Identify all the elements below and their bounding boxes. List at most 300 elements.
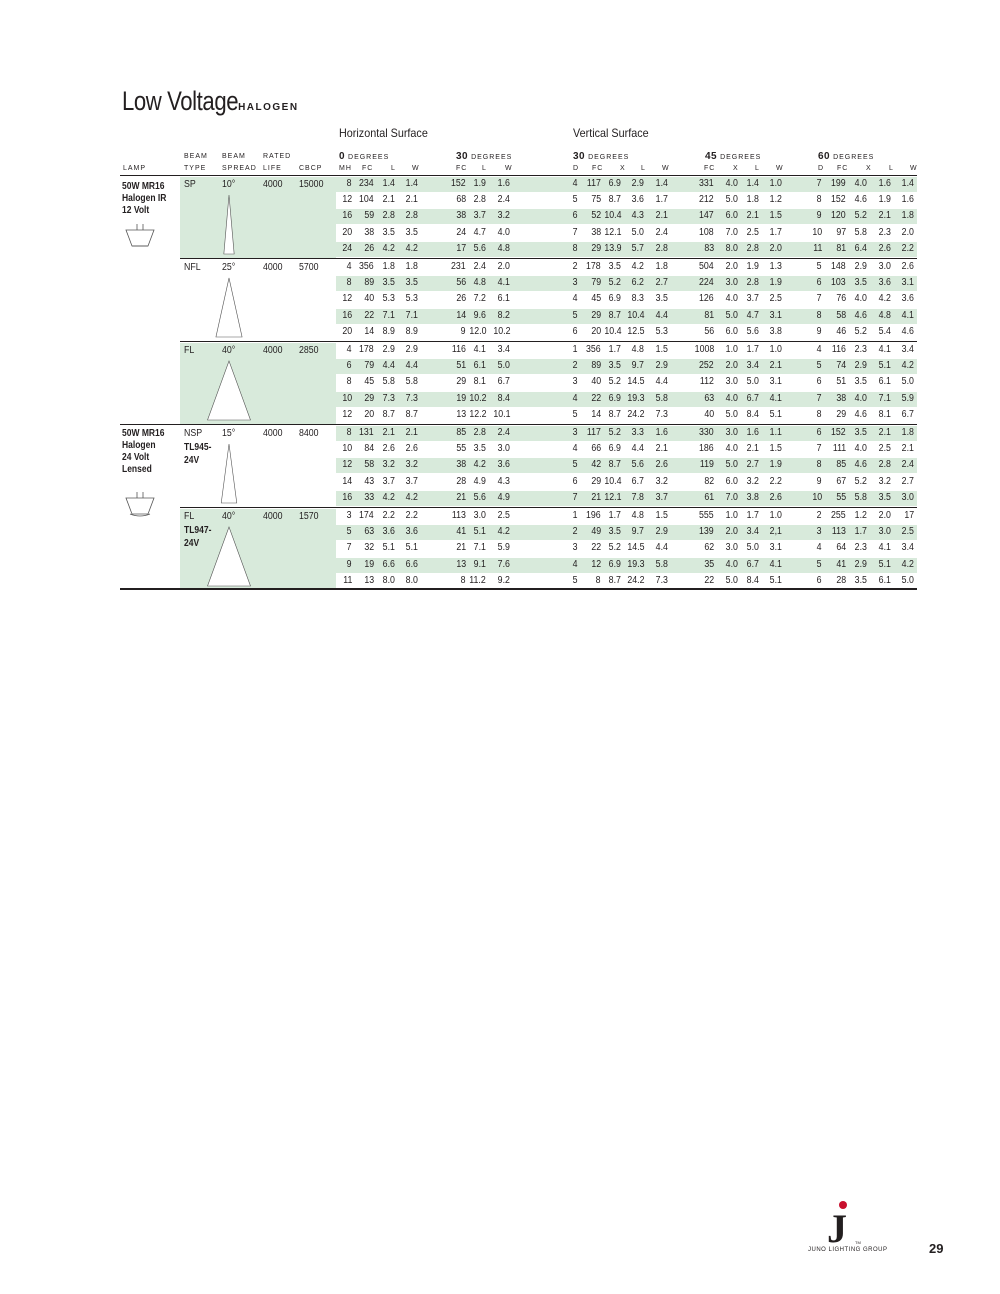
table-row: [336, 458, 917, 473]
table-cell: 9.7: [631, 526, 644, 538]
table-cell: 2: [573, 261, 578, 272]
table-cell: 3.0: [725, 277, 738, 289]
table-cell: 3.7: [473, 210, 486, 222]
group-separator: [180, 258, 917, 259]
logo-wordmark: JUNO LIGHTING GROUP: [808, 1247, 888, 1253]
group-separator: [180, 341, 917, 342]
table-cell: 231: [451, 261, 466, 272]
table-cell: 5.4: [878, 325, 891, 337]
table-cell: 7: [817, 178, 822, 189]
table-cell: 6: [573, 475, 578, 487]
rated-life: 4000: [263, 428, 283, 439]
table-cell: 3.5: [608, 261, 621, 272]
table-cell: 2.0: [769, 242, 782, 254]
table-cell: 5.1: [382, 542, 395, 554]
table-cell: 152: [451, 178, 466, 189]
table-cell: 5.6: [631, 459, 644, 471]
table-cell: 5.0: [631, 226, 644, 238]
table-cell: 7.1: [382, 309, 395, 321]
table-cell: 1.9: [473, 178, 486, 189]
table-cell: 2.1: [382, 194, 395, 206]
table-cell: 3.6: [497, 459, 510, 471]
table-cell: 1.0: [725, 344, 738, 355]
table-cell: 2.6: [382, 443, 395, 455]
lamp-2-name: [122, 428, 165, 476]
table-cell: 4.1: [769, 558, 782, 570]
table-cell: 8.4: [497, 392, 510, 404]
table-cell: 2.0: [497, 261, 510, 272]
table-cell: 116: [831, 344, 846, 355]
table-cell: 1.7: [746, 344, 759, 355]
table-cell: 83: [704, 242, 714, 254]
table-cell: 4.8: [473, 277, 486, 289]
table-cell: 3.0: [725, 427, 738, 438]
table-cell: 2.8: [878, 459, 891, 471]
table-cell: 3.5: [608, 526, 621, 538]
table-cell: 356: [586, 344, 601, 355]
table-cell: 4.1: [878, 542, 891, 554]
rated-life: 4000: [263, 262, 283, 273]
group-separator: [180, 507, 917, 508]
table-cell: 9: [817, 475, 822, 487]
table-cell: 5: [347, 526, 352, 538]
cbcp: 5700: [299, 262, 319, 273]
table-cell: 4.7: [746, 309, 759, 321]
table-cell: 46: [836, 325, 846, 337]
table-cell: 2.7: [746, 459, 759, 471]
table-cell: 38: [456, 210, 466, 222]
table-cell: 2.6: [655, 459, 668, 471]
table-cell: 2.2: [769, 475, 782, 487]
header-0-label: DEGREES: [348, 154, 390, 161]
table-cell: 3.1: [901, 277, 914, 289]
table-cell: 5.6: [473, 491, 486, 503]
table-cell: 2.1: [746, 210, 759, 222]
table-cell: 4.4: [655, 542, 668, 554]
table-cell: 3.6: [405, 526, 418, 538]
header-beam-1: BEAM: [184, 153, 208, 160]
table-cell: 2.1: [901, 443, 914, 455]
table-cell: 1.9: [769, 277, 782, 289]
table-cell: 56: [456, 277, 466, 289]
table-cell: 35: [704, 558, 714, 570]
table-cell: 103: [831, 277, 846, 289]
table-cell: 45: [591, 293, 601, 305]
table-cell: 5.2: [854, 210, 867, 222]
table-cell: 29: [591, 475, 601, 487]
table-cell: 1.6: [497, 178, 510, 189]
table-cell: 4.1: [497, 277, 510, 289]
table-cell: 24.2: [626, 574, 644, 586]
sub-header: W: [505, 165, 513, 172]
table-cell: 8: [347, 178, 352, 189]
table-cell: 3.0: [878, 261, 891, 272]
table-cell: 3: [817, 526, 822, 538]
group-separator: [120, 424, 917, 425]
table-cell: 4.9: [497, 491, 510, 503]
table-row: [336, 292, 917, 307]
table-cell: 2.0: [725, 261, 738, 272]
table-cell: 6.0: [725, 210, 738, 222]
table-cell: 7.3: [655, 574, 668, 586]
table-cell: 4.9: [473, 475, 486, 487]
table-cell: 178: [359, 344, 374, 355]
table-cell: 4.4: [382, 360, 395, 372]
table-cell: 3.2: [746, 475, 759, 487]
table-cell: 3.5: [382, 277, 395, 289]
table-cell: 1.8: [405, 261, 418, 272]
table-cell: 9: [817, 210, 822, 222]
table-cell: 1.8: [746, 194, 759, 206]
table-cell: 6.2: [631, 277, 644, 289]
table-row: [336, 242, 917, 257]
table-cell: 234: [359, 178, 374, 189]
table-cell: 4.1: [769, 392, 782, 404]
table-cell: 4.0: [854, 178, 867, 189]
header-60-label: DEGREES: [833, 154, 875, 161]
table-cell: 1.7: [655, 194, 668, 206]
table-cell: 75: [591, 194, 601, 206]
table-cell: 4: [347, 261, 352, 272]
table-cell: 5.2: [608, 376, 621, 388]
table-row: [336, 193, 917, 208]
table-cell: 12.1: [603, 226, 621, 238]
table-cell: 8.7: [382, 408, 395, 420]
table-cell: 6.9: [608, 293, 621, 305]
table-cell: 22: [704, 574, 714, 586]
table-cell: 5.0: [746, 376, 759, 388]
table-cell: 29: [364, 392, 374, 404]
table-row: [336, 375, 917, 390]
table-cell: 89: [591, 360, 601, 372]
lamp-2-line-2: Halogen: [122, 440, 156, 451]
lamp-2-line-4: Lensed: [122, 464, 152, 475]
table-cell: 14: [342, 475, 352, 487]
table-cell: 4.0: [497, 226, 510, 238]
title-main: Low Voltage: [122, 86, 239, 116]
table-cell: 5: [817, 261, 822, 272]
rated-life: 4000: [263, 511, 283, 522]
table-cell: 2.3: [878, 226, 891, 238]
table-cell: 4.2: [901, 558, 914, 570]
table-row: [336, 359, 917, 374]
table-cell: 4.0: [725, 443, 738, 455]
table-cell: 74: [836, 360, 846, 372]
sub-header: L: [641, 165, 646, 172]
table-cell: 9: [817, 325, 822, 337]
table-cell: 4.4: [655, 309, 668, 321]
table-cell: 3.5: [878, 491, 891, 503]
table-cell: 2.2: [382, 510, 395, 521]
table-cell: 8.0: [382, 574, 395, 586]
table-cell: 1008: [694, 344, 714, 355]
table-cell: 8.7: [405, 408, 418, 420]
table-cell: 117: [586, 427, 601, 438]
beam-cone-diagram: [199, 276, 259, 339]
table-cell: 3.5: [473, 443, 486, 455]
table-cell: 76: [836, 293, 846, 305]
table-cell: 61: [704, 491, 714, 503]
lamp-2-line-1: 50W MR16: [122, 428, 165, 439]
table-cell: 8: [817, 309, 822, 321]
table-cell: 5: [573, 459, 578, 471]
table-cell: 3.1: [769, 376, 782, 388]
table-cell: 113: [451, 510, 466, 521]
table-cell: 2.8: [405, 210, 418, 222]
table-cell: 29: [456, 376, 466, 388]
table-cell: 3.6: [901, 293, 914, 305]
header-30v-label: DEGREES: [588, 154, 630, 161]
table-cell: 33: [364, 491, 374, 503]
table-cell: 4.2: [382, 491, 395, 503]
table-cell: 5.3: [655, 325, 668, 337]
table-cell: 4.0: [725, 293, 738, 305]
catalog-number: TL947-: [184, 525, 212, 536]
table-cell: 1: [573, 510, 578, 521]
table-row: [336, 325, 917, 340]
table-cell: 5.0: [725, 574, 738, 586]
table-cell: 8.9: [382, 325, 395, 337]
table-cell: 3.0: [878, 526, 891, 538]
table-cell: 2: [573, 360, 578, 372]
sub-header: L: [482, 165, 487, 172]
table-cell: 8: [347, 427, 352, 438]
table-cell: 148: [831, 261, 846, 272]
table-cell: 356: [359, 261, 374, 272]
table-cell: 16: [342, 210, 352, 222]
table-cell: 3.1: [769, 309, 782, 321]
table-cell: 4.0: [725, 178, 738, 189]
table-cell: 2.0: [725, 526, 738, 538]
table-cell: 9: [461, 325, 466, 337]
sub-header: D: [818, 165, 825, 172]
table-cell: 38: [364, 226, 374, 238]
table-cell: 5.6: [473, 242, 486, 254]
table-cell: 2.9: [405, 344, 418, 355]
sub-header: X: [733, 165, 739, 172]
table-cell: 68: [456, 194, 466, 206]
table-cell: 8.7: [608, 194, 621, 206]
table-cell: 20: [364, 408, 374, 420]
table-row: [336, 276, 917, 291]
table-cell: 152: [831, 427, 846, 438]
table-cell: 5.1: [878, 558, 891, 570]
table-cell: 4: [347, 344, 352, 355]
header-45-num: 45: [705, 151, 718, 162]
sub-header: W: [412, 165, 420, 172]
table-cell: 5.8: [854, 491, 867, 503]
table-cell: 97: [836, 226, 846, 238]
table-cell: 2.2: [901, 242, 914, 254]
table-cell: 2.9: [655, 526, 668, 538]
table-cell: 2.6: [878, 242, 891, 254]
cbcp: 1570: [299, 511, 319, 522]
table-cell: 4.2: [631, 261, 644, 272]
header-cbcp: CBCP: [299, 165, 323, 172]
table-cell: 20: [342, 325, 352, 337]
header-60-num: 60: [818, 151, 831, 162]
table-cell: 108: [699, 226, 714, 238]
table-cell: 1.9: [769, 459, 782, 471]
table-cell: 1: [573, 344, 578, 355]
table-cell: 2.8: [655, 242, 668, 254]
table-cell: 2: [817, 510, 822, 521]
table-cell: 85: [836, 459, 846, 471]
table-cell: 1.9: [878, 194, 891, 206]
header-45-degrees: [705, 151, 761, 162]
table-cell: 2.1: [655, 443, 668, 455]
table-cell: 4.0: [854, 443, 867, 455]
table-cell: 10: [812, 491, 822, 503]
header-lamp: LAMP: [123, 165, 147, 172]
beam-spread: 15°: [222, 428, 236, 439]
table-cell: 4: [817, 344, 822, 355]
table-cell: 2.7: [655, 277, 668, 289]
table-cell: 2.4: [497, 427, 510, 438]
table-cell: 4.0: [854, 392, 867, 404]
sub-header: W: [662, 165, 670, 172]
table-cell: 16: [342, 491, 352, 503]
table-cell: 6: [347, 360, 352, 372]
table-cell: 2.3: [854, 344, 867, 355]
beam-cone-diagram: [199, 193, 259, 256]
table-cell: 85: [456, 427, 466, 438]
table-cell: 28: [836, 574, 846, 586]
catalog-number: TL945-: [184, 442, 212, 453]
table-cell: 7.3: [405, 392, 418, 404]
table-cell: 5: [817, 360, 822, 372]
table-cell: 6.1: [878, 574, 891, 586]
table-cell: 24: [456, 226, 466, 238]
table-cell: 1.7: [746, 510, 759, 521]
table-cell: 19.3: [626, 558, 644, 570]
table-cell: 6: [817, 376, 822, 388]
table-cell: 3.8: [746, 491, 759, 503]
table-cell: 21: [456, 491, 466, 503]
table-cell: 2.5: [497, 510, 510, 521]
table-cell: 16: [342, 309, 352, 321]
table-cell: 2.5: [769, 293, 782, 305]
beam-spread: 40°: [222, 345, 236, 356]
table-cell: 63: [364, 526, 374, 538]
beam-cone: [216, 278, 242, 337]
table-cell: 8.0: [405, 574, 418, 586]
header-30h-degrees: [456, 151, 512, 162]
table-cell: 38: [591, 226, 601, 238]
table-row: [336, 475, 917, 490]
table-row: [336, 426, 917, 441]
logo-tm: TM: [855, 1240, 861, 1245]
table-cell: 13: [364, 574, 374, 586]
table-cell: 1.4: [382, 178, 395, 189]
table-cell: 11: [812, 242, 822, 254]
table-cell: 199: [831, 178, 846, 189]
table-cell: 6.0: [725, 475, 738, 487]
table-cell: 6: [573, 210, 578, 222]
table-cell: 4.2: [382, 242, 395, 254]
table-cell: 6.9: [608, 558, 621, 570]
table-cell: 1.8: [901, 427, 914, 438]
table-cell: 10: [342, 443, 352, 455]
table-row: [336, 209, 917, 224]
table-cell: 6: [573, 325, 578, 337]
beam-cone: [221, 444, 237, 503]
table-cell: 2.8: [746, 277, 759, 289]
table-cell: 20: [342, 226, 352, 238]
rated-life: 4000: [263, 345, 283, 356]
table-cell: 7: [347, 542, 352, 554]
table-cell: 8: [817, 408, 822, 420]
beam-type: NFL: [184, 262, 201, 273]
table-cell: 3.0: [725, 542, 738, 554]
table-cell: 4.6: [854, 408, 867, 420]
table-cell: 4.2: [497, 526, 510, 538]
table-cell: 3.5: [854, 277, 867, 289]
table-cell: 2.1: [878, 210, 891, 222]
table-cell: 2.6: [901, 261, 914, 272]
table-cell: 8.1: [878, 408, 891, 420]
table-cell: 7.1: [878, 392, 891, 404]
table-cell: 1.1: [769, 427, 782, 438]
table-cell: 1.5: [655, 510, 668, 521]
table-cell: 255: [831, 510, 846, 521]
table-cell: 17: [456, 242, 466, 254]
table-cell: 3.5: [854, 376, 867, 388]
table-cell: 5.0: [901, 574, 914, 586]
table-cell: 63: [704, 392, 714, 404]
table-cell: 1.0: [769, 178, 782, 189]
table-cell: 7.8: [631, 491, 644, 503]
table-cell: 4: [573, 293, 578, 305]
table-cell: 13: [456, 408, 466, 420]
header-beam-2: BEAM: [222, 153, 246, 160]
header-30v-degrees: [573, 151, 629, 162]
table-cell: 7: [817, 392, 822, 404]
table-cell: 2.1: [405, 194, 418, 206]
table-cell: 5.0: [725, 459, 738, 471]
table-cell: 104: [359, 194, 374, 206]
table-cell: 8: [461, 574, 466, 586]
table-cell: 9.2: [497, 574, 510, 586]
table-cell: 4.4: [655, 376, 668, 388]
beam-spread: 40°: [222, 511, 236, 522]
table-cell: 6.4: [854, 242, 867, 254]
table-cell: 22: [591, 542, 601, 554]
table-cell: 3.4: [901, 344, 914, 355]
table-cell: 8: [347, 277, 352, 289]
table-row: [336, 343, 917, 358]
table-cell: 3.1: [769, 542, 782, 554]
table-cell: 24.2: [626, 408, 644, 420]
table-cell: 3.5: [405, 226, 418, 238]
table-cell: 5: [573, 574, 578, 586]
table-cell: 1.8: [901, 210, 914, 222]
table-cell: 3: [573, 376, 578, 388]
table-cell: 2.9: [382, 344, 395, 355]
table-cell: 26: [456, 293, 466, 305]
table-cell: 3.5: [655, 293, 668, 305]
table-cell: 7: [573, 491, 578, 503]
table-cell: 6.9: [608, 443, 621, 455]
table-cell: 19: [456, 392, 466, 404]
table-cell: 19: [364, 558, 374, 570]
header-rated: RATED: [263, 153, 292, 160]
table-cell: 8.2: [497, 309, 510, 321]
table-cell: 3.4: [746, 360, 759, 372]
sub-header: FC: [456, 165, 468, 172]
sub-header: X: [620, 165, 626, 172]
table-cell: 1.7: [608, 510, 621, 521]
